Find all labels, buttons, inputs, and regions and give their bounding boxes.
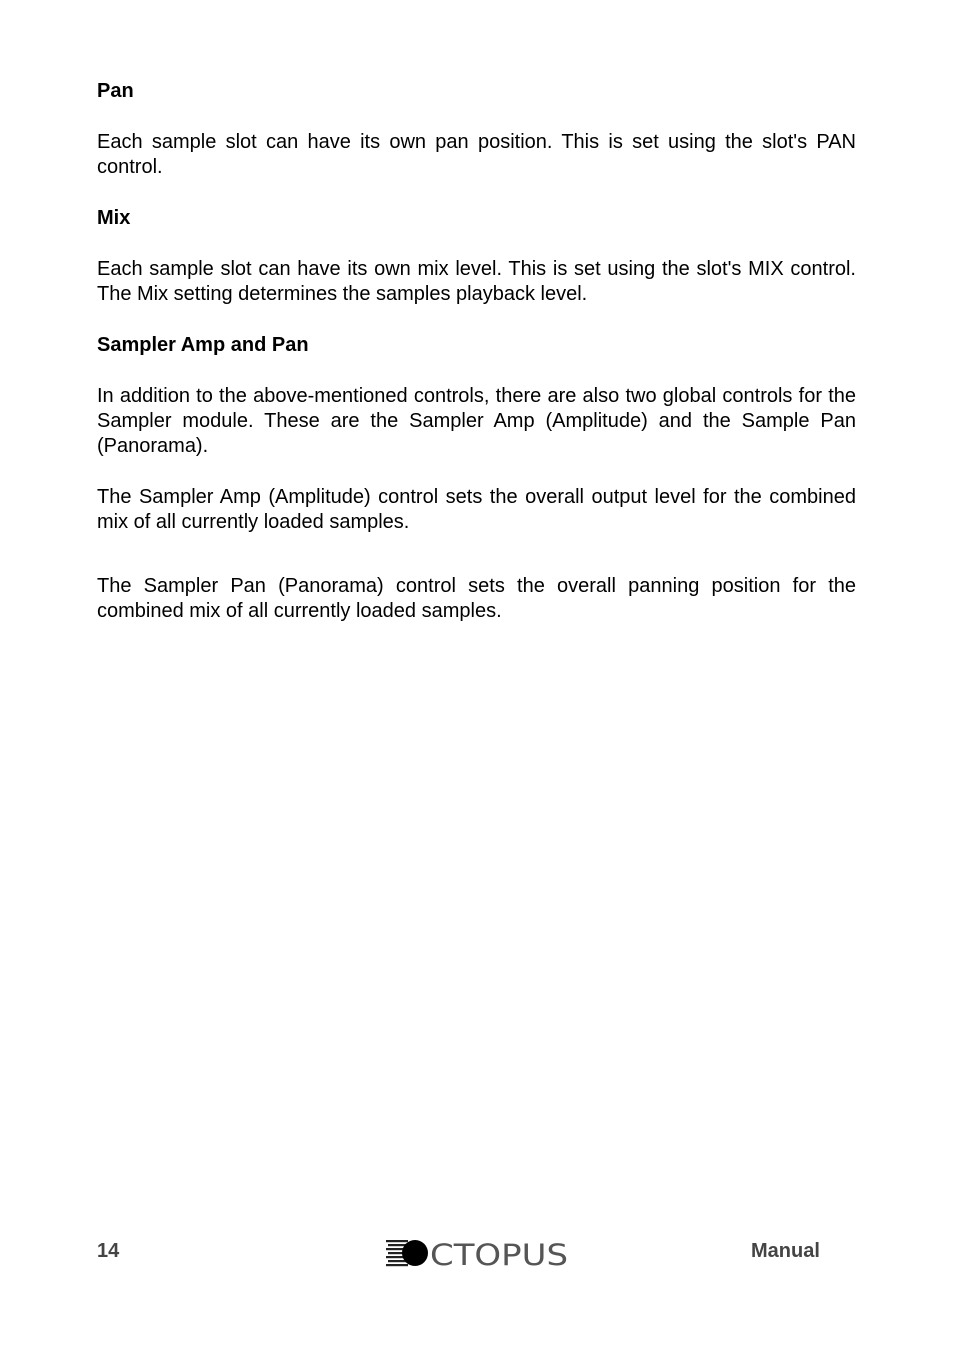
page-number: 14 — [97, 1240, 120, 1262]
paragraph-sampler-pan: The Sampler Pan (Panorama) control sets the overall panning position for the combined mix of all currently loaded samples. — [97, 575, 856, 622]
paragraph-pan: Each sample slot can have its own pan position. This is set using the slot's PAN control. — [97, 131, 856, 178]
paragraph-sampler-amp: The Sampler Amp (Amplitude) control sets the overall output level for the combined mix of all currently loaded samples. — [97, 486, 856, 533]
document-body — [97, 79, 856, 624]
heading-pan: Pan — [97, 80, 134, 102]
page-footer — [0, 1232, 954, 1272]
paragraph-mix: Each sample slot can have its own mix level. This is set using the slot's MIX control. The Mix setting determines the samples playback level. — [97, 258, 856, 305]
heading-sampler-amp-pan: Sampler Amp and Pan — [97, 334, 309, 356]
heading-mix: Mix — [97, 207, 131, 229]
logo-o-circle-icon — [402, 1240, 428, 1266]
paragraph-global-controls: In addition to the above-mentioned controls, there are also two global controls for the Sampler module. These are the Sampler Amp (Amplitude) and the Sample Pan (Panorama). — [97, 385, 856, 457]
footer-label-manual: Manual — [751, 1240, 820, 1262]
octopus-logo — [385, 1232, 575, 1272]
logo-text: CTOPUS — [430, 1238, 568, 1272]
